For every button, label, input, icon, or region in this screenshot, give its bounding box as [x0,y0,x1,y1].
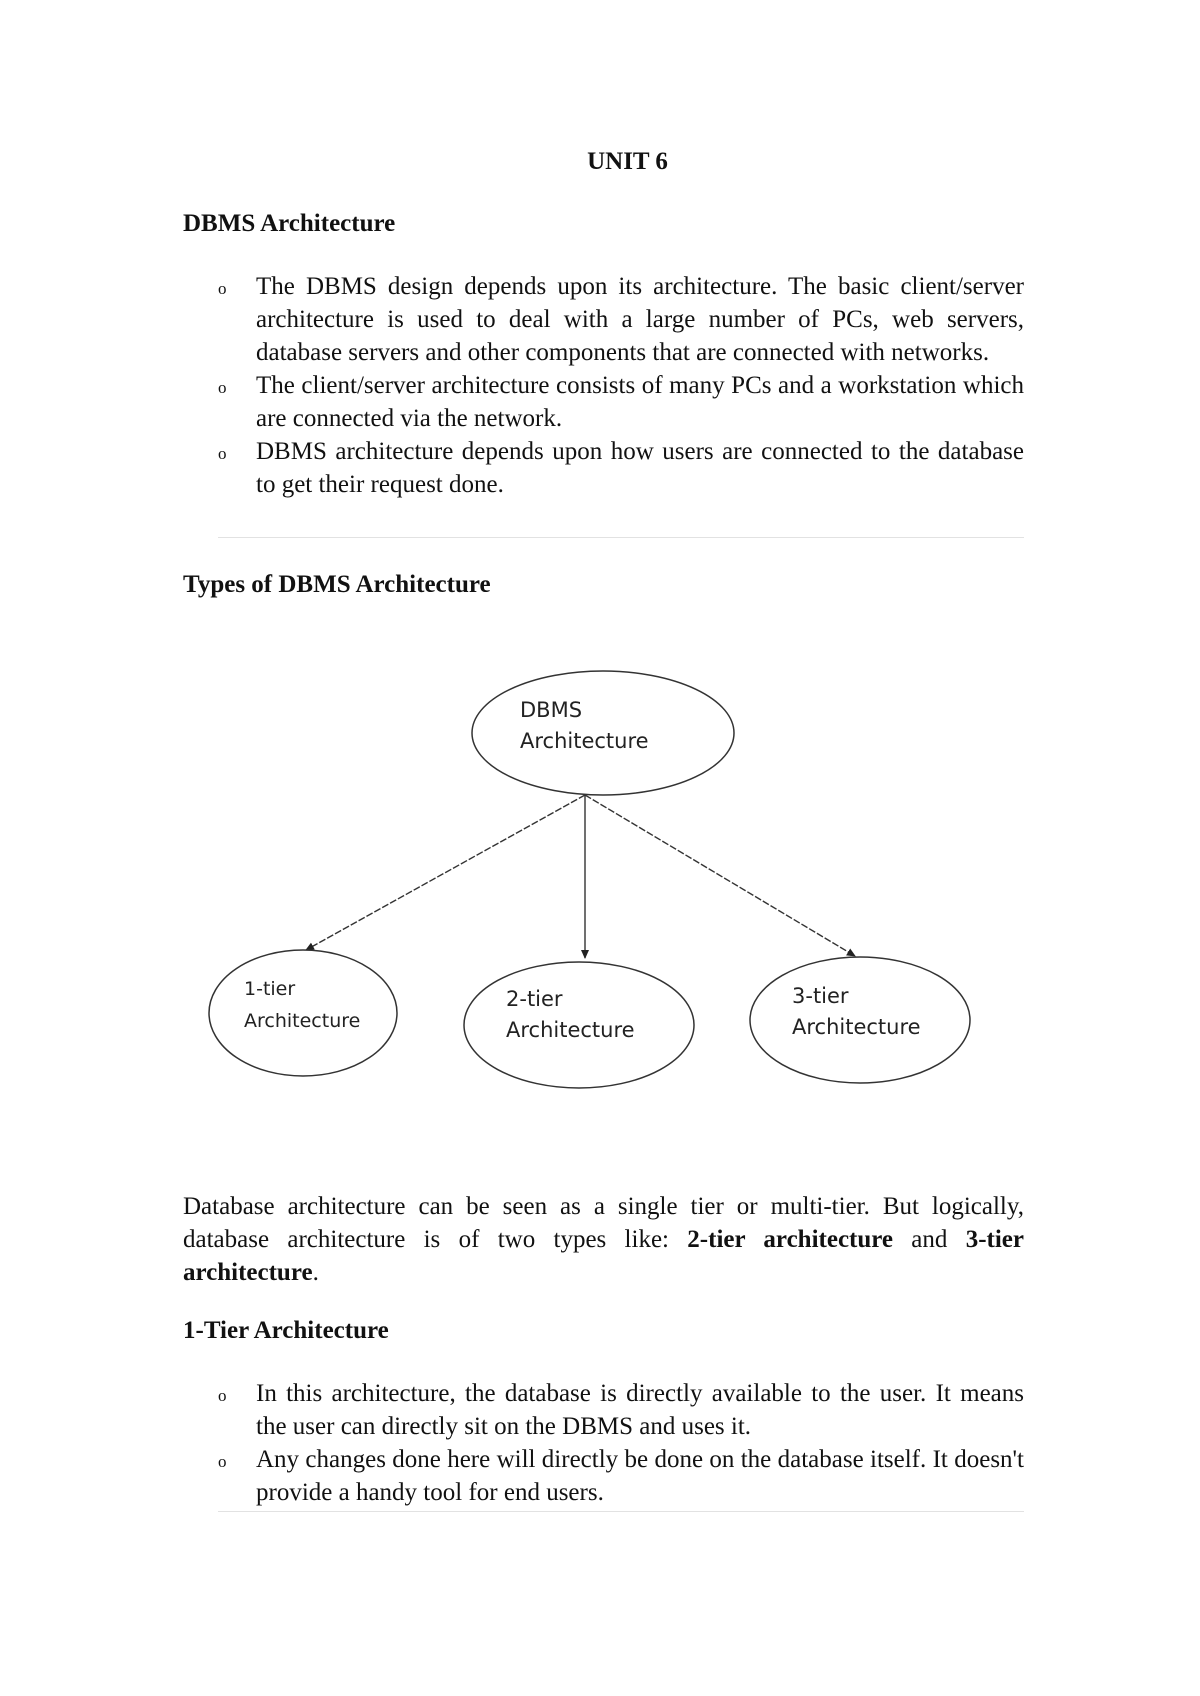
unit-title: UNIT 6 [587,148,668,175]
heading-types-of-dbms-architecture: Types of DBMS Architecture [183,571,491,598]
list-item [218,1443,1024,1509]
paragraph-text: and [893,1226,966,1253]
node-label-line1: 2-tier [506,987,563,1011]
bullet-marker: o [218,1386,227,1405]
list-item-text: Any changes done here will directly be done on the database itself. It doesn't provide a handy tool for end users. [256,1446,1024,1506]
architecture-types-paragraph [183,1190,1024,1289]
list-item [218,1377,1024,1443]
list-item-text: DBMS architecture depends upon how users are connected to the database to get their request done. [256,438,1024,498]
heading-1-tier-architecture: 1-Tier Architecture [183,1317,389,1344]
section-divider [218,1511,1024,1512]
paragraph-text: . [312,1259,319,1286]
paragraph-bold-2-tier: 2-tier architecture [687,1226,894,1253]
node-label-line1: 3-tier [792,984,849,1008]
node-label-line2: Architecture [244,1010,361,1032]
bullet-marker: o [218,279,227,298]
node-1-tier-architecture [209,950,397,1076]
bullet-marker: o [218,378,227,397]
node-dbms-architecture [472,671,734,795]
list-item-text: The client/server architecture consists of many PCs and a workstation which are connected via the network. [256,372,1024,432]
arrow-to-3-tier [585,795,855,956]
paragraph-text: Database architecture can be seen as a single tier or multi-tier. But logically, database architecture is of two types like: [183,1193,1024,1253]
bullet-marker: o [218,444,227,463]
diagram-arrows [306,795,855,958]
heading-dbms-architecture: DBMS Architecture [183,210,396,237]
paragraph-bold-3-tier: 3-tier architecture [183,1226,1024,1286]
list-item-text: The DBMS design depends upon its architecture. The basic client/server architecture is used to deal with a large number of PCs, web servers, database servers and other components that are connected with networks. [256,273,1024,366]
node-label-line2: Architecture [520,729,649,753]
node-label-line2: Architecture [506,1018,635,1042]
1-tier-bullet-list [218,1377,1024,1509]
arrow-to-1-tier [306,795,585,950]
node-label-line1: DBMS [520,698,583,722]
node-label-line2: Architecture [792,1015,921,1039]
bullet-marker: o [218,1452,227,1471]
node-3-tier-architecture [750,957,970,1083]
node-label-line1: 1-tier [244,978,296,1000]
list-item-text: In this architecture, the database is directly available to the user. It means the user can directly sit on the DBMS and uses it. [256,1380,1024,1440]
node-2-tier-architecture [464,962,694,1088]
